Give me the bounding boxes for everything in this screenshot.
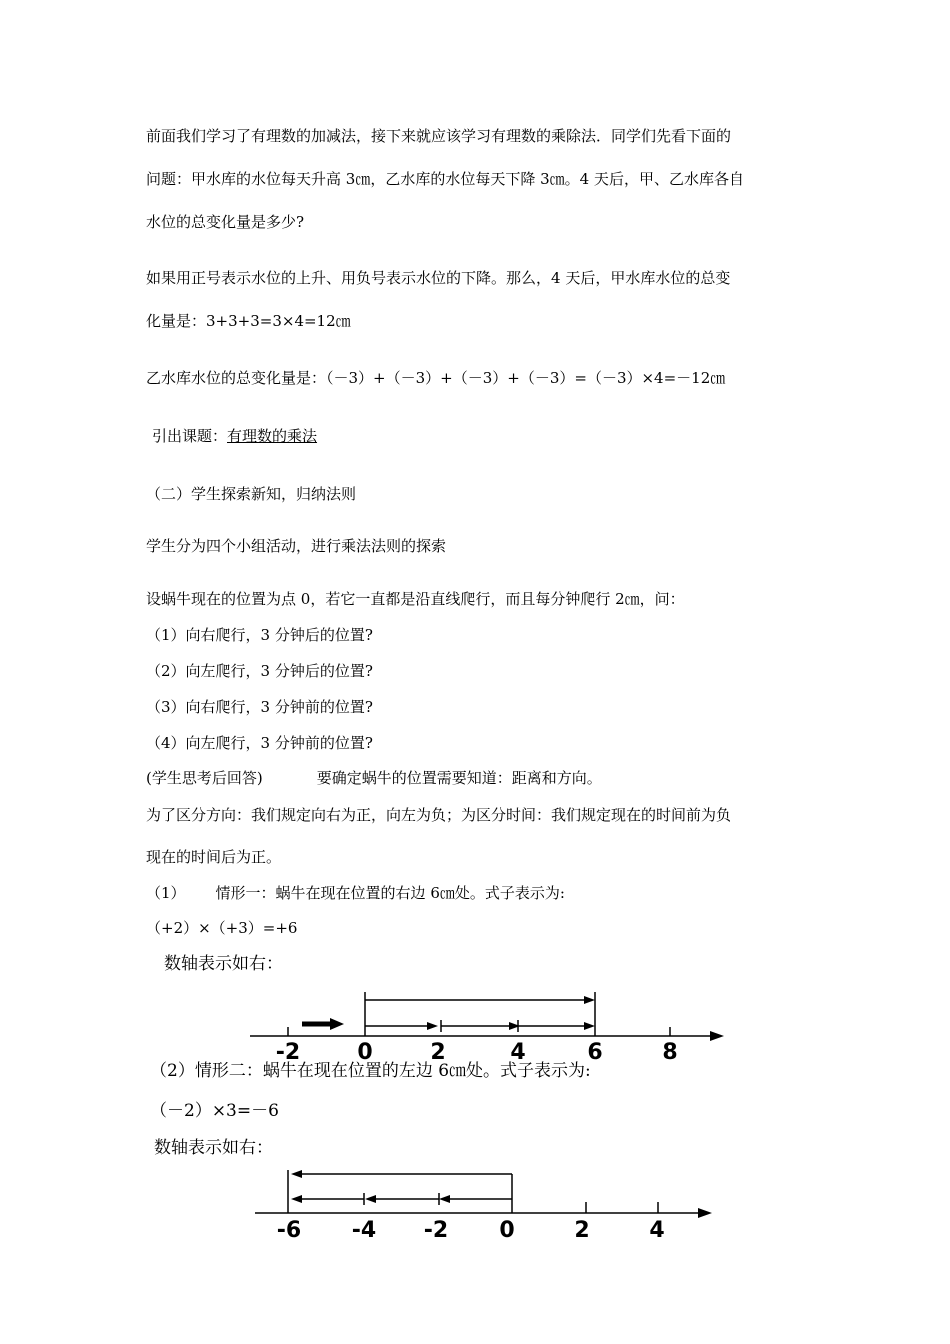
case-1-heading (146, 883, 565, 903)
axis2-tick-neg6: -6 (276, 1218, 302, 1243)
question-2: （2）向左爬行，3 分钟后的位置? (146, 662, 373, 680)
lesson-topic-prefix: 引出课题： (152, 427, 228, 445)
paragraph-intro-3: 水位的总变化量是多少? (146, 213, 305, 231)
paragraph-intro-2: 问题：甲水库的水位每天升高 3㎝，乙水库的水位每天下降 3㎝。4 天后，甲、乙水库各自 (146, 170, 744, 188)
lesson-topic (152, 426, 317, 446)
axis-note-2: 数轴表示如右： (154, 1138, 273, 1158)
question-4: （4）向左爬行，3 分钟前的位置? (146, 734, 373, 752)
answer-text: 要确定蜗牛的位置需要知道：距离和方向。 (316, 769, 602, 787)
number-line-1 (0, 980, 950, 1065)
axis1-tick-neg2: -2 (275, 1040, 301, 1065)
axis-note-1: 数轴表示如右： (164, 954, 283, 974)
axis2-tick-0: 0 (499, 1218, 515, 1243)
paragraph-rule-2: 现在的时间后为正。 (146, 848, 282, 866)
answer-note: (学生思考后回答) (146, 769, 263, 787)
axis2-tick-neg2: -2 (423, 1218, 449, 1243)
paragraph-groups: 学生分为四个小组活动，进行乘法法则的探索 (146, 537, 447, 555)
question-1: （1）向右爬行，3 分钟后的位置? (146, 626, 373, 644)
axis2-tick-2: 2 (574, 1218, 590, 1243)
paragraph-answer (146, 768, 602, 788)
case-2-heading: （2）情形二：蜗牛在现在位置的左边 6㎝处。式子表示为: (150, 1061, 591, 1081)
lesson-topic-title: 有理数的乘法 (227, 427, 318, 445)
paragraph-intro-1: 前面我们学习了有理数的加减法，接下来就应该学习有理数的乘除法．同学们先看下面的 (146, 127, 732, 145)
axis1-tick-6: 6 (587, 1040, 603, 1065)
axis2-tick-neg4: -4 (351, 1218, 377, 1243)
question-3: （3）向右爬行，3 分钟前的位置? (146, 698, 373, 716)
paragraph-sign-1: 如果用正号表示水位的上升、用负号表示水位的下降。那么，4 天后，甲水库水位的总变 (146, 269, 731, 287)
paragraph-rule-1: 为了区分方向：我们规定向右为正，向左为负；为区分时间：我们规定现在的时间前为负 (146, 806, 732, 824)
case-2-equation: （－2）×3=－6 (150, 1101, 279, 1121)
case-1-text: 情形一：蜗牛在现在位置的右边 6㎝处。式子表示为: (215, 884, 565, 902)
axis1-tick-4: 4 (510, 1040, 526, 1065)
paragraph-reservoir-b: 乙水库水位的总变化量是：（－3）+（－3）+（－3）+（－3）=（－3）×4=－12㎝ (146, 369, 726, 387)
case-1-number: （1） (146, 884, 186, 902)
axis1-tick-8: 8 (662, 1040, 678, 1065)
number-line-2 (0, 1162, 950, 1247)
section-heading: （二）学生探索新知，归纳法则 (146, 485, 357, 503)
axis2-tick-4: 4 (649, 1218, 665, 1243)
axis1-tick-0: 0 (357, 1040, 373, 1065)
case-1-equation: （+2）×（+3）=+6 (146, 919, 298, 937)
paragraph-snail: 设蜗牛现在的位置为点 0，若它一直都是沿直线爬行，而且每分钟爬行 2㎝，问： (146, 590, 685, 608)
paragraph-sign-2: 化量是：3+3+3=3×4=12㎝ (146, 312, 351, 330)
axis1-tick-2: 2 (430, 1040, 446, 1065)
